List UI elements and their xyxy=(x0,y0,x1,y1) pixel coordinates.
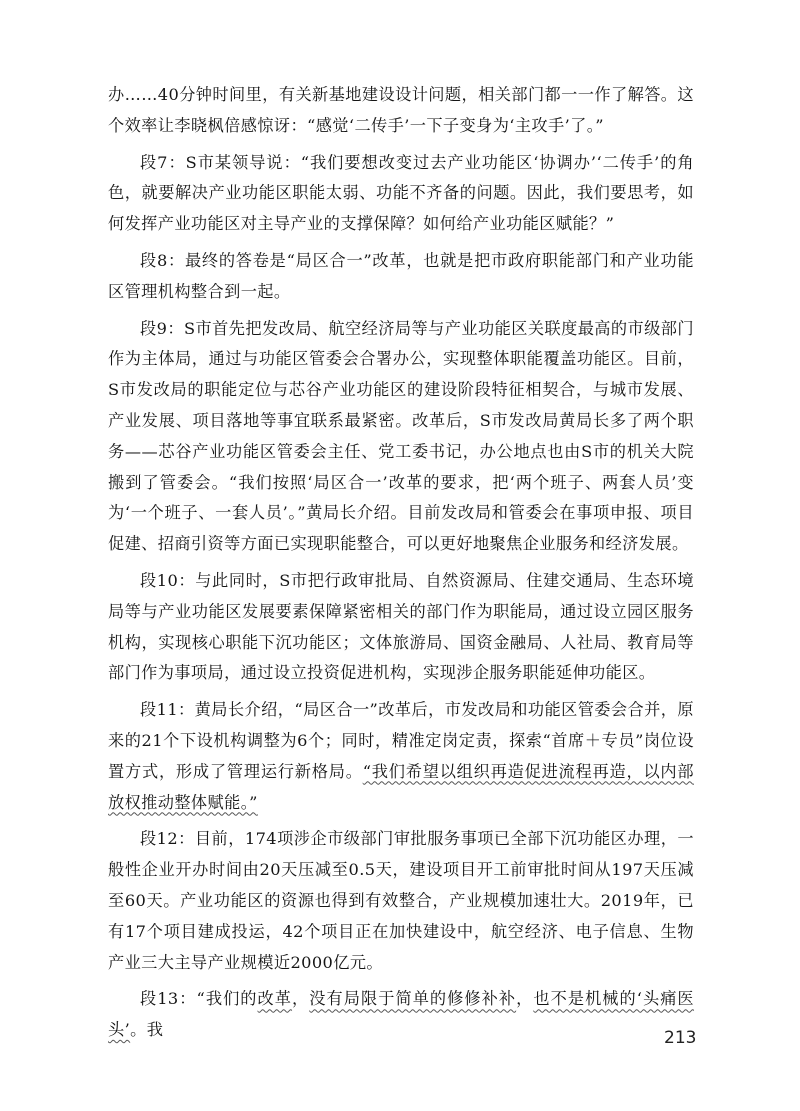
paragraph-11-text: 段11：黄局长介绍，“局区合一”改革后，市发改局和功能区管委会合并，原来的21个下设机构调整为6个；同时，精准定岗定责，探索“首席＋专员”岗位设置方式，形成了管理运行新格局。 xyxy=(108,700,694,781)
comma-1: ， xyxy=(292,989,310,1009)
comma-2: ， xyxy=(516,989,534,1009)
paragraph-11-underlined-quote: “我们希望以组织再造促进流程再造，以内部放权推动整体赋能。” xyxy=(108,761,694,812)
paragraph-9: 段9：S市首先把发改局、航空经济局等与产业功能区关联度最高的市级部门作为主体局，通过与功能区管委会合署办公，实现整体职能覆盖功能区。目前，S市发改局的职能定位与芯谷产业功能区的建设阶段特征相契合，与城市发展、产业发展、项目落地等事宜联系最紧密。改革后，S市发改局黄局长多了两个职务——芯谷产业功能区管委会主任、党工委书记，办公地点也由S市的机关大院搬到了管委会。“我们按照‘局区合一’改革的要求，把‘两个班子、两套人员’变为‘一个班子、一套人员’。”黄局长介绍。目前发改局和管委会在事项申报、项目促建、招商引资等方面已实现职能整合，可以更好地聚焦企业服务和经济发展。 xyxy=(108,318,694,554)
underlined-phrase-2: 也不是机械的‘头痛医头’ xyxy=(108,989,695,1040)
paragraph-11 xyxy=(108,695,694,818)
body-text xyxy=(108,80,697,1052)
paragraph-12: 段12：目前，174项涉企市级部门审批服务事项已全部下沉功能区办理，一般性企业开办时间由20天压减至0.5天，建设项目开工前审批时间从197天压减至60天。产业功能区的资源也得到有效整合，产业规模加速壮大。2019年，已有17个项目建成投运，42个项目正在加快建设中，航空经济、电子信息、生物产业三大主导产业规模近2000亿元。 xyxy=(108,829,694,972)
paragraph-8: 段8：最终的答卷是“局区合一”改革，也就是把市政府职能部门和产业功能区管理机构整合到一起。 xyxy=(108,250,694,301)
paragraph-13-tail: 。我 xyxy=(130,1020,164,1040)
paragraph-13-lead: 段13：“我们的 xyxy=(140,989,258,1009)
paragraph-13 xyxy=(108,984,697,1048)
underlined-phrase-1: 没有局限于简单的修修补补 xyxy=(309,989,517,1009)
page-number: 213 xyxy=(664,1028,697,1048)
paragraph-continued: 办……40分钟时间里，有关新基地建设设计问题，相关部门都一一作了解答。这个效率让李晓枫倍感惊讶：“感觉‘二传手’一下子变身为‘主攻手’了。” xyxy=(108,85,694,135)
paragraph-7: 段7：S市某领导说：“我们要想改变过去产业功能区‘协调办’‘二传手’的角色，就要解决产业功能区职能太弱、功能不齐备的问题。因此，我们要思考，如何发挥产业功能区对主导产业的支撑保障？如何给产业功能区赋能？” xyxy=(108,152,694,234)
paragraph-10: 段10：与此同时，S市把行政审批局、自然资源局、住建交通局、生态环境局等与产业功能区发展要素保障紧密相关的部门作为职能局，通过设立园区服务机构，实现核心职能下沉功能区；文体旅游局、国资金融局、人社局、教育局等部门作为事项局，通过设立投资促进机构，实现涉企服务职能延伸功能区。 xyxy=(108,570,694,683)
underlined-reform: 改革 xyxy=(257,989,293,1009)
